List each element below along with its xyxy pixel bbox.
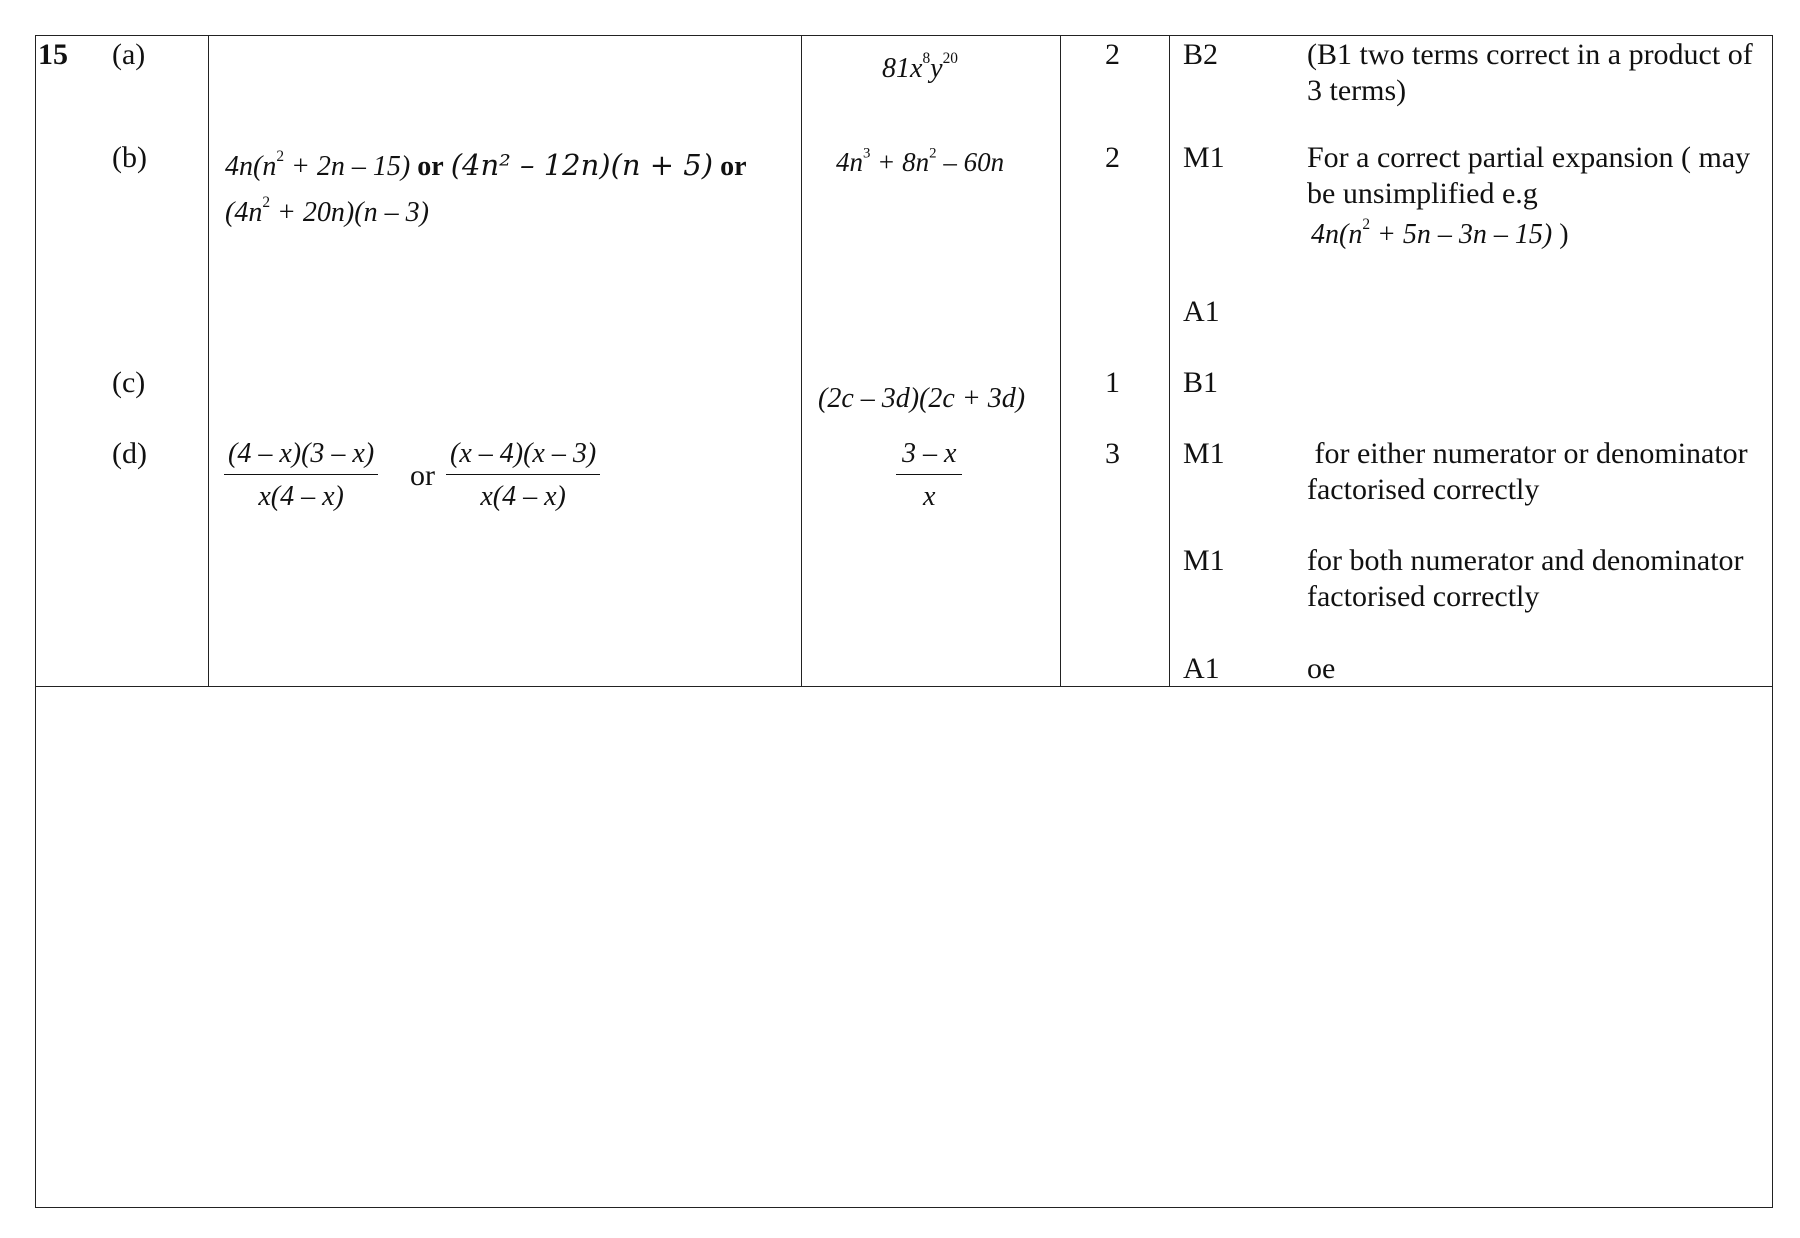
column-divider (1169, 36, 1170, 686)
working-b-line2: $(4n^2 + 20n)(n - 3)$ (225, 194, 429, 228)
code-d-a1: A1 (1183, 652, 1220, 685)
note-d-a1: oe (1307, 652, 1336, 685)
answer-c: (2c – 3d)(2c + 3d) (818, 383, 1026, 414)
note-b-expression: $4n(n^2 + 5n - 3n - 15)$ ) (1311, 216, 1569, 250)
code-b-m1: M1 (1183, 141, 1225, 174)
note-b: For a correct partial expansion ( may be unsimplified e.g (1307, 141, 1751, 210)
answer-d-fraction: $\frac{3 - x}{x}$ (896, 438, 962, 513)
column-divider (208, 36, 209, 686)
working-d-fraction-1: $\frac{(4 - x)(3 - x)}{x(4 - x)}$ (224, 438, 378, 513)
code-d-m1-first: M1 (1183, 437, 1225, 470)
code-a-b2: B2 (1183, 38, 1219, 71)
column-divider (1060, 36, 1061, 686)
working-b-line1: $4n(n^2 + 2n - 15)$ or (4n² – 12n)(n + 5) or (225, 148, 747, 182)
note-d-m1-second: for both numerator and denominator factorised correctly (1307, 544, 1744, 613)
mark-d: 3 (1105, 437, 1120, 470)
working-d-or: or (410, 459, 435, 492)
note-d-m1-first: for either numerator or denominator factorised correctly (1307, 437, 1756, 506)
code-d-m1-second: M1 (1183, 544, 1225, 577)
mark-c: 1 (1105, 366, 1120, 399)
part-label-b: (b) (112, 141, 147, 174)
answer-a: $81x^8y^{20}$ (882, 50, 958, 84)
code-c-b1: B1 (1183, 366, 1219, 399)
code-b-a1: A1 (1183, 295, 1220, 328)
mark-b: 2 (1105, 141, 1120, 174)
column-divider (801, 36, 802, 686)
part-label-d: (d) (112, 437, 147, 470)
row-divider (36, 686, 1772, 687)
part-label-a: (a) (112, 38, 146, 71)
answer-b: $4n^3 + 8n^2 - 60n$ (836, 145, 1005, 177)
mark-a: 2 (1105, 38, 1120, 71)
note-a: (B1 two terms correct in a product of 3 terms) (1307, 38, 1753, 107)
question-number: 15 (38, 38, 68, 71)
working-d-fraction-2: $\frac{(x - 4)(x - 3)}{x(4 - x)}$ (446, 438, 600, 513)
part-label-c: (c) (112, 366, 146, 399)
